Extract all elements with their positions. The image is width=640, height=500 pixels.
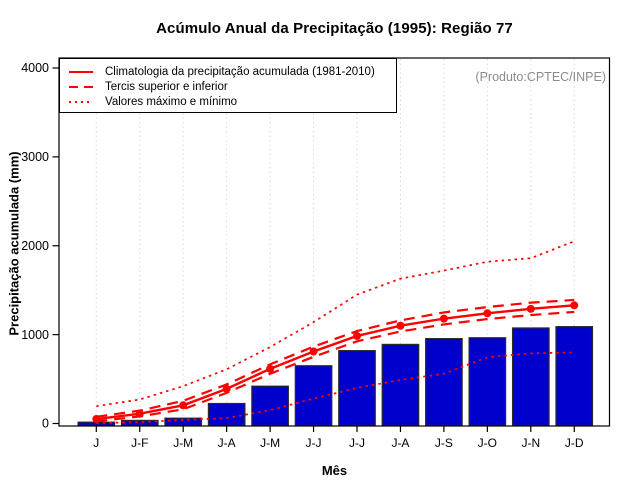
- precipitation-bar: [122, 420, 159, 425]
- x-tick-label: J-S: [434, 436, 453, 450]
- x-tick-label: J-M: [260, 436, 281, 450]
- product-credit-label: (Produto:CPTEC/INPE): [475, 70, 606, 84]
- legend-item-label: Climatologia da precipitação acumulada (1981-2010): [105, 65, 375, 78]
- precipitation-bar: [469, 338, 506, 426]
- climatology-point: [440, 315, 448, 323]
- x-tick-label: J-A: [217, 436, 236, 450]
- precipitation-bar: [252, 386, 289, 425]
- climatology-point: [353, 332, 361, 340]
- x-axis-title: Mês: [321, 463, 348, 478]
- climatology-point: [570, 301, 578, 309]
- climatology-point: [92, 415, 100, 423]
- climatology-point: [396, 322, 404, 330]
- y-tick-label: 3000: [21, 150, 49, 165]
- precipitation-bar: [208, 404, 245, 426]
- y-axis-title: Precipitação acumulada (mm): [6, 151, 22, 336]
- dashed-line-icon: [69, 86, 93, 88]
- climatology-point: [527, 305, 535, 313]
- climatology-point: [266, 365, 274, 373]
- y-tick-label: 4000: [21, 61, 49, 76]
- x-tick-label: J-F: [131, 436, 149, 450]
- legend-item-terciles: [69, 79, 396, 94]
- climatology-point: [179, 401, 187, 409]
- climatology-point: [223, 385, 231, 393]
- precipitation-bar: [556, 327, 593, 426]
- x-tick-label: J-J: [305, 436, 322, 450]
- precipitation-bar: [339, 351, 376, 426]
- solid-line-icon: [69, 71, 93, 73]
- y-tick-label: 0: [42, 416, 49, 431]
- x-tick-label: J-O: [477, 436, 498, 450]
- chart-title: Acúmulo Anual da Precipitação (1995): Região 77: [156, 20, 513, 37]
- climatology-point: [483, 309, 491, 317]
- legend-item-label: Valores máximo e mínimo: [105, 95, 238, 108]
- x-tick-label: J-N: [521, 436, 541, 450]
- dotted-line-icon: [69, 101, 93, 103]
- y-tick-label: 1000: [21, 327, 49, 342]
- x-tick-label: J-D: [564, 436, 584, 450]
- precipitation-bar: [295, 366, 332, 426]
- legend-item-climatology: [69, 64, 396, 79]
- precipitation-bar: [382, 344, 419, 425]
- x-tick-label: J-J: [349, 436, 365, 450]
- legend-item-label: Tercis superior e inferior: [105, 80, 228, 93]
- chart-legend: [59, 58, 397, 113]
- precipitation-bar: [513, 328, 550, 425]
- y-tick-label: 2000: [21, 238, 49, 253]
- climatology-point: [136, 410, 144, 418]
- x-tick-label: J: [93, 436, 100, 450]
- legend-item-max-min: [69, 94, 396, 109]
- x-tick-label: J-A: [391, 436, 410, 450]
- precipitation-bar: [426, 339, 463, 426]
- climatology-point: [310, 348, 318, 356]
- x-tick-label: J-M: [173, 436, 194, 450]
